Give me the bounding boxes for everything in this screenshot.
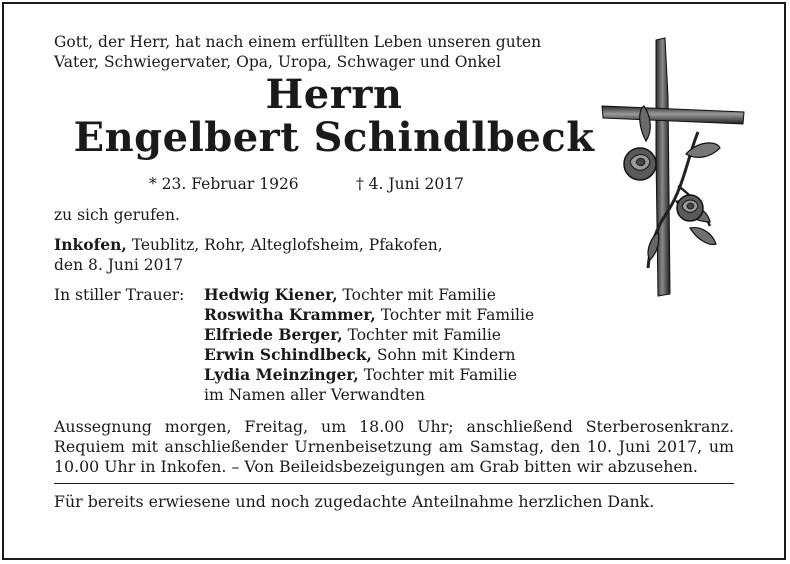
- mourner-name: Elfriede Berger,: [204, 325, 343, 344]
- mourner-name: Hedwig Kiener,: [204, 285, 338, 304]
- place-main: Inkofen,: [54, 235, 127, 254]
- life-dates: [54, 174, 614, 194]
- mourner-name: Lydia Meinzinger,: [204, 365, 359, 384]
- intro-line: Gott, der Herr, hat nach einem erfüllten Leben unseren guten: [54, 33, 542, 51]
- mourner-relation: Sohn mit Kindern: [371, 346, 516, 364]
- list-item: [204, 365, 744, 385]
- service-details: Aussegnung morgen, Freitag, um 18.00 Uhr; anschließend Sterberosenkranz. Requiem mit anschließender Urnenbeisetzung am Samstag, den 10. Juni 2017, um 10.00 Uhr in Inkofen. – Von Beileidsbezeigungen am Grab bitten wir abzusehen.: [54, 417, 734, 476]
- called-text: zu sich gerufen.: [54, 206, 180, 224]
- places-line: [54, 235, 484, 255]
- death-date: † 4. Juni 2017: [356, 175, 464, 193]
- mourners-label: In stiller Trauer:: [54, 286, 185, 304]
- birth-date: * 23. Februar 1926: [149, 175, 299, 193]
- list-item: [204, 345, 744, 365]
- intro-text: [54, 32, 584, 72]
- places-and-date: [54, 235, 484, 275]
- mourner-relation: Tochter mit Familie: [342, 326, 501, 344]
- mourner-name: Roswitha Krammer,: [204, 305, 376, 324]
- cross-with-roses-icon: [598, 36, 748, 298]
- notice-date: den 8. Juni 2017: [54, 256, 184, 274]
- mourners-list: [204, 285, 744, 405]
- mourner-relation: Tochter mit Familie: [375, 306, 535, 324]
- mourner-relation: Tochter mit Familie: [358, 366, 518, 384]
- list-item: [204, 325, 744, 345]
- mourners-section: [54, 285, 744, 405]
- honorific: Herrn: [265, 71, 403, 118]
- name-block: [54, 71, 614, 161]
- deceased-name: Engelbert Schindlbeck: [73, 114, 595, 161]
- mourner-relation: Tochter mit Familie: [337, 286, 496, 304]
- divider: [54, 483, 734, 484]
- intro-line: Vater, Schwiegervater, Opa, Uropa, Schwager und Onkel: [54, 53, 501, 71]
- place-others: Teublitz, Rohr, Alteglofsheim, Pfakofen,: [126, 236, 443, 254]
- list-item: [204, 305, 744, 325]
- thanks-text: Für bereits erwiesene und noch zugedachte Anteilnahme herzlichen Dank.: [54, 492, 655, 511]
- mourner-relation: im Namen aller Verwandten: [204, 386, 425, 404]
- mourner-name: Erwin Schindlbeck,: [204, 345, 372, 364]
- list-item: [204, 385, 744, 405]
